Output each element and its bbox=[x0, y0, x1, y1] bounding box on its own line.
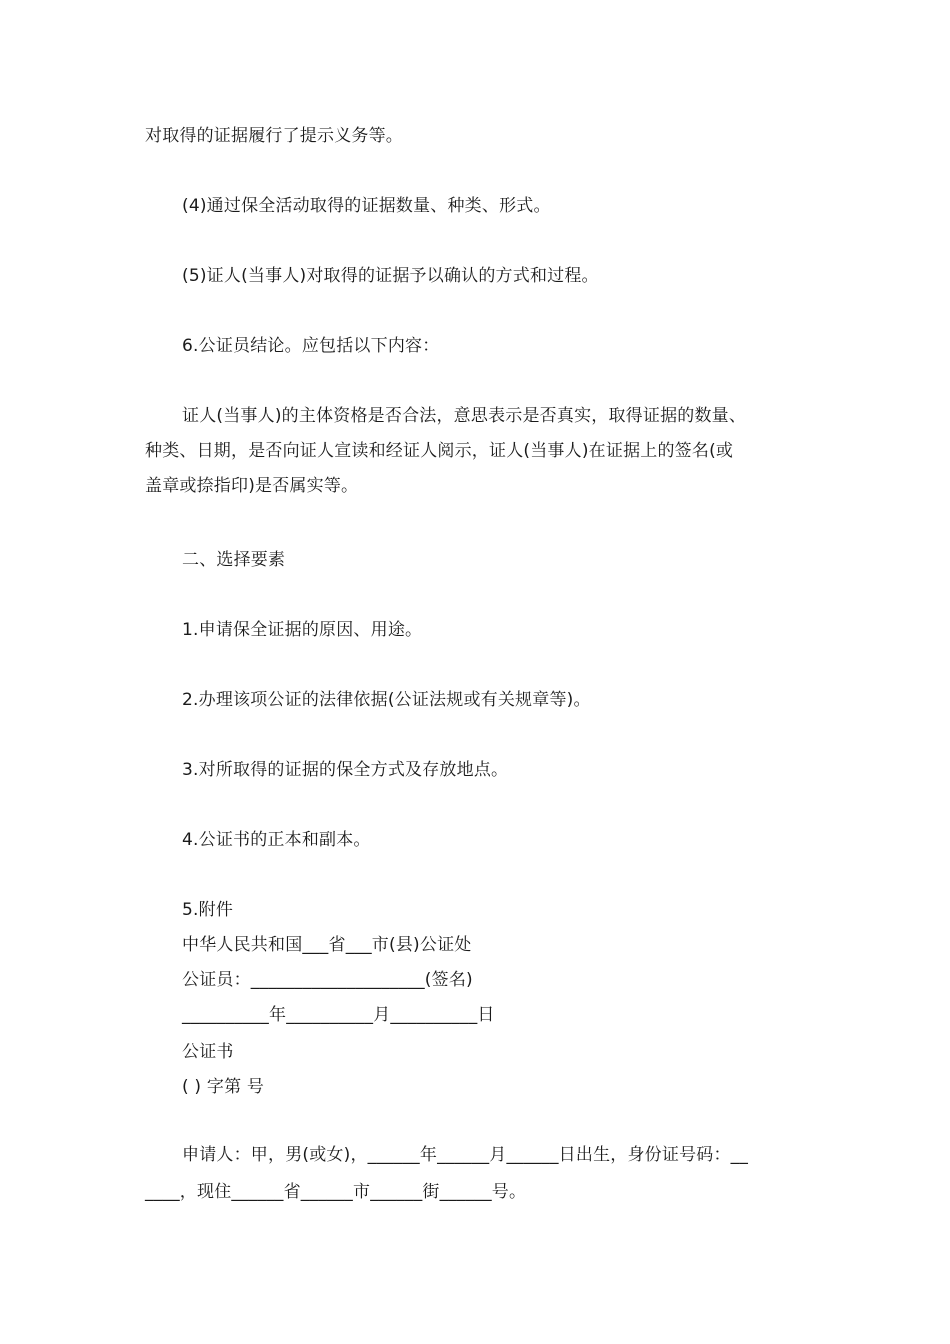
list-item-5: 5.附件 bbox=[182, 900, 234, 920]
paragraph-line: 种类、日期，是否向证人宣读和经证人阅示，证人(当事人)在证据上的签名(或 bbox=[145, 441, 734, 461]
list-item-5: (5)证人(当事人)对取得的证据予以确认的方式和过程。 bbox=[182, 266, 599, 286]
paragraph-line: 盖章或捺指印)是否属实等。 bbox=[145, 476, 359, 496]
list-item-3: 3.对所取得的证据的保全方式及存放地点。 bbox=[182, 760, 509, 780]
paragraph-line: 对取得的证据履行了提示义务等。 bbox=[145, 126, 403, 146]
list-item-1: 1.申请保全证据的原因、用途。 bbox=[182, 620, 423, 640]
form-title: 公证书 bbox=[182, 1042, 234, 1062]
form-notary-signature-line: 公证员：____________________(签名) bbox=[182, 970, 473, 990]
section-item-6: 6.公证员结论。应包括以下内容： bbox=[182, 336, 440, 356]
form-office-line: 中华人民共和国___省___市(县)公证处 bbox=[182, 935, 472, 955]
list-item-4: (4)通过保全活动取得的证据数量、种类、形式。 bbox=[182, 196, 551, 216]
list-item-4: 4.公证书的正本和副本。 bbox=[182, 830, 371, 850]
list-item-2: 2.办理该项公证的法律依据(公证法规或有关规章等)。 bbox=[182, 690, 591, 710]
applicant-line: ____，现住______省______市______街______号。 bbox=[145, 1182, 527, 1202]
applicant-line: 申请人：甲，男(或女)，______年______月______日出生，身份证号码：__ bbox=[182, 1145, 749, 1165]
form-date-line: __________年__________月__________日 bbox=[182, 1005, 495, 1025]
paragraph-line: 证人(当事人)的主体资格是否合法，意思表示是否真实，取得证据的数量、 bbox=[182, 406, 747, 426]
form-number-line: ( ) 字第 号 bbox=[182, 1077, 265, 1097]
section-heading: 二、选择要素 bbox=[182, 550, 286, 570]
